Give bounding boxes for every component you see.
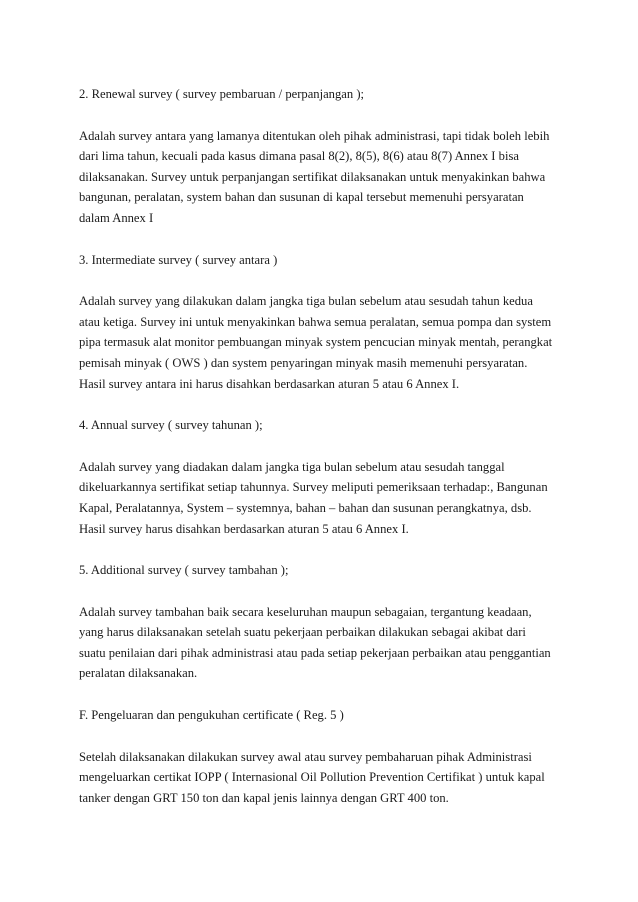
paragraph-line: suatu penilaian dari pihak administrasi atau pada setiap pekerjaan perbaikan atau penggantian <box>79 645 551 660</box>
paragraph-line: pemisah minyak ( OWS ) dan system penyaringan minyak masih memenuhi persyaratan. <box>79 355 528 370</box>
paragraph-line: dari lima tahun, kecuali pada kasus dimana pasal 8(2), 8(5), 8(6) atau 8(7) Annex I bisa <box>79 149 519 164</box>
paragraph-line: Adalah survey yang dilakukan dalam jangka tiga bulan sebelum atau sesudah tahun kedua <box>79 294 533 309</box>
paragraph-line: pipa termasuk alat monitor pembuangan minyak system pencucian minyak mentah, perangkat <box>79 335 553 350</box>
paragraph-line: Hasil survey harus disahkan berdasarkan aturan 5 atau 6 Annex I. <box>79 521 409 536</box>
paragraph-line: atau ketiga. Survey ini untuk menyakinkan bahwa semua peralatan, semua pompa dan system <box>79 314 552 329</box>
section-heading-renewal-survey: 2. Renewal survey ( survey pembaruan / perpanjangan ); <box>79 87 365 101</box>
paragraph-line: bangunan, peralatan, system bahan dan susunan di kapal tersebut memenuhi persyaratan <box>79 190 524 205</box>
section-paragraph-renewal-survey <box>79 126 565 229</box>
section-paragraph-annual-survey <box>79 457 565 539</box>
paragraph-line: Kapal, Peralatannya, System – systemnya, bahan – bahan dan susunan perangkatnya, dsb. <box>79 500 532 515</box>
section-heading-additional-survey: 5. Additional survey ( survey tambahan ); <box>79 563 289 578</box>
section-heading-intermediate-survey: 3. Intermediate survey ( survey antara ) <box>79 252 278 267</box>
paragraph-line: peralatan dilaksanakan. <box>79 666 198 681</box>
paragraph-line: mengeluarkan certikat IOPP ( Internasional Oil Pollution Prevention Certifikat ) untuk kapal <box>79 770 545 785</box>
paragraph-line: Adalah survey yang diadakan dalam jangka tiga bulan sebelum atau sesudah tanggal <box>79 459 505 474</box>
paragraph-line: tanker dengan GRT 150 ton dan kapal jenis lainnya dengan GRT 400 ton. <box>79 790 449 805</box>
paragraph-line: dilaksanakan. Survey untuk perpanjangan sertifikat dilaksanakan untuk menyakinkan bahwa <box>79 169 546 184</box>
paragraph-line: Adalah survey antara yang lamanya ditentukan oleh pihak administrasi, tapi tidak boleh lebih <box>79 128 550 143</box>
section-heading-annual-survey: 4. Annual survey ( survey tahunan ); <box>79 418 263 433</box>
section-paragraph-additional-survey <box>79 602 565 684</box>
section-paragraph-intermediate-survey <box>79 291 565 394</box>
paragraph-line: Hasil survey antara ini harus disahkan berdasarkan aturan 5 atau 6 Annex I. <box>79 376 460 391</box>
paragraph-line: Adalah survey tambahan baik secara keseluruhan maupun sebagaian, tergantung keadaan, <box>79 604 532 619</box>
paragraph-line: Setelah dilaksanakan dilakukan survey awal atau survey pembaharuan pihak Administrasi <box>79 749 532 764</box>
paragraph-line: dalam Annex I <box>79 210 154 225</box>
section-heading-certificate-issuance: F. Pengeluaran dan pengukuhan certificate ( Reg. 5 ) <box>79 708 344 723</box>
section-paragraph-certificate-issuance <box>79 747 565 809</box>
document-body <box>79 84 565 829</box>
paragraph-line: yang harus dilaksanakan setelah suatu pekerjaan perbaikan dilakukan sebagai akibat dari <box>79 625 526 640</box>
paragraph-line: dikeluarkannya sertifikat setiap tahunnya. Survey meliputi pemeriksaan terhadap:, Bangunan <box>79 480 548 495</box>
